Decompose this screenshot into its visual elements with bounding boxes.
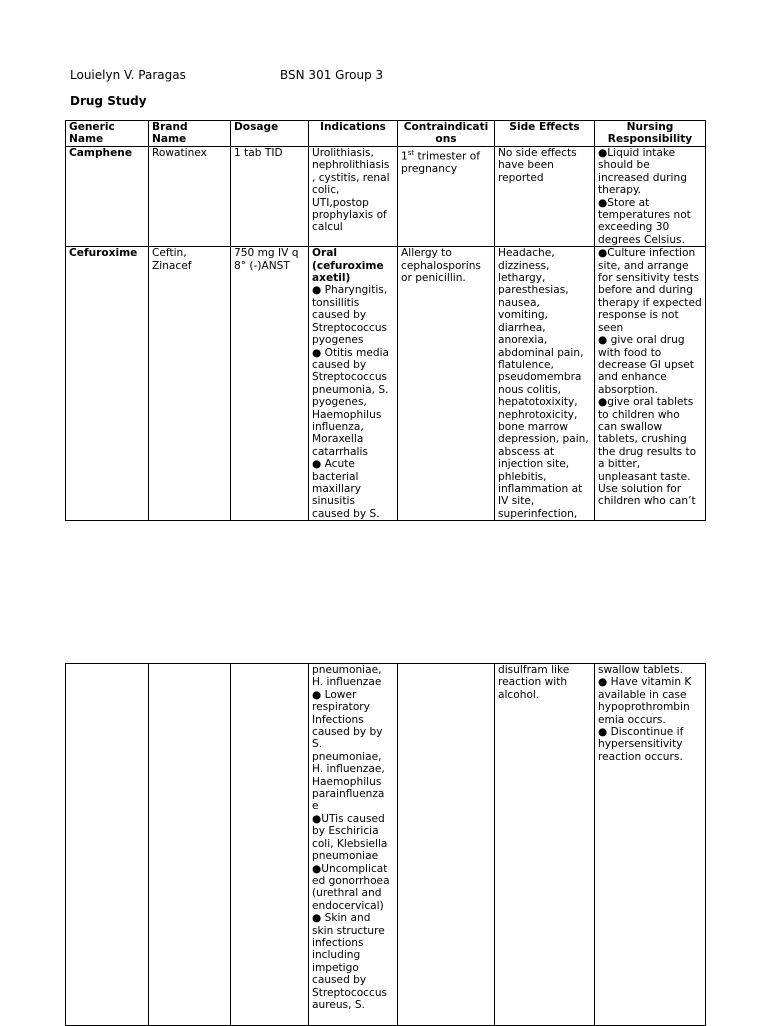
cell-nursing xyxy=(595,664,706,1026)
cell-contraindications: 1st trimester of pregnancy xyxy=(398,147,495,247)
drug-study-table-continued xyxy=(65,663,706,1026)
cell-side-effects: disulfram like reaction with alcohol. xyxy=(495,664,595,1026)
text-line: ●Liquid intake should be increased during therapy. xyxy=(598,147,687,197)
text-line: Side Effects xyxy=(509,121,580,133)
text-line: ● Discontinue if hypersensitivity reaction occurs. xyxy=(598,726,684,763)
text-line: Brand xyxy=(152,121,188,133)
text-line: ●Uncomplicat ed gonorrhoea (urethral and endocervical) xyxy=(312,862,390,912)
text-line: Dosage xyxy=(234,121,279,133)
cell-dosage: 1 tab TID xyxy=(231,147,309,247)
text-line: ●Culture infection site, and arrange for sensitivity tests before and during therapy if expected response is not seen xyxy=(598,247,702,334)
cell-generic xyxy=(66,664,149,1026)
cell-nursing xyxy=(595,247,706,521)
text-line: Generic xyxy=(69,121,115,133)
cell-side-effects: Headache, dizziness, lethargy, paresthesias, nausea, vomiting, diarrhea, anorexia, abdominal pain, flatulence, pseudomembra nous colitis, hepatotoxixity, nephrotoxicity, bone marrow depression, pain, abscess at injection site, phlebitis, inflammation at IV site, superinfection, xyxy=(495,247,595,521)
table-header-row xyxy=(66,121,706,147)
cell-brand: Rowatinex xyxy=(149,147,231,247)
text-line: Indications xyxy=(320,121,386,133)
cell-dosage xyxy=(231,664,309,1026)
author-name: Louielyn V. Paragas xyxy=(70,68,186,82)
cell-generic: Cefuroxime xyxy=(66,247,149,521)
text-line: ●UTis caused by Eschiricia coli, Klebsiella pneumoniae xyxy=(312,812,388,863)
text-line: ●Store at temperatures not exceeding 30 degrees Celsius. xyxy=(598,196,691,246)
drug-study-table xyxy=(65,120,706,521)
text-line: ● Pharyngitis, tonsillitis caused by Streptococcus pyogenes xyxy=(312,284,388,347)
text-line: ● Lower respiratory Infections caused by by S. pneumoniae, H. influenzae, Haemophilus parainfluenza e xyxy=(312,688,385,813)
cell-indications xyxy=(309,664,398,1026)
text-line: ● Skin and skin structure infections including impetigo caused by Streptococcus aureus, S. xyxy=(312,912,388,1011)
text-line: ons xyxy=(435,133,457,146)
text-line: Nursing xyxy=(626,121,674,133)
cell-brand: Ceftin, Zinacef xyxy=(149,247,231,521)
text-line: Name xyxy=(69,133,104,146)
text-line: swallow tablets. xyxy=(598,664,683,676)
header-indications xyxy=(309,121,398,147)
header-side-effects xyxy=(495,121,595,147)
cell-generic: Camphene xyxy=(66,147,149,247)
cell-brand xyxy=(149,664,231,1026)
cell-contraindications xyxy=(398,664,495,1026)
text-line: pneumoniae, H. influenzae xyxy=(312,664,382,689)
table-row xyxy=(66,664,706,1026)
cell-contraindications: Allergy to cephalosporins or penicillin. xyxy=(398,247,495,521)
text-line: Responsibility xyxy=(607,133,693,146)
cell-indications xyxy=(309,247,398,521)
header-contraindications xyxy=(398,121,495,147)
header-generic-name xyxy=(66,121,149,147)
text-line: ● Have vitamin K available in case hypoprothrombin emia occurs. xyxy=(598,676,692,726)
cell-side-effects: No side effects have been reported xyxy=(495,147,595,247)
text-line: ● Otitis media caused by Streptococcus pneumonia, S. pyogenes, Haemophilus influenza, Moraxella catarrhalis xyxy=(312,346,390,458)
cell-dosage: 750 mg IV q 8° (-)ANST xyxy=(231,247,309,521)
header-nursing-responsibility xyxy=(595,121,706,147)
text-line: ●give oral tablets to children who can swallow tablets, crushing the drug results to a bitter, unpleasant taste. Use solution for children who can’t xyxy=(598,396,697,508)
text-line: ● Acute bacterial maxillary sinusitis caused by S. xyxy=(312,458,380,520)
table-row xyxy=(66,247,706,521)
text-line: ● give oral drug with food to decrease GI upset and enhance absorption. xyxy=(598,334,694,396)
header-brand-name xyxy=(149,121,231,147)
table-row xyxy=(66,147,706,247)
cell-nursing xyxy=(595,147,706,247)
text-line: Name xyxy=(152,133,187,146)
indications-heading: Oral (cefuroxime axetil) xyxy=(312,247,384,285)
document-title: Drug Study xyxy=(70,94,147,108)
text-line: Contraindicati xyxy=(403,121,489,133)
ordinal-suffix: st xyxy=(407,149,415,157)
course-group: BSN 301 Group 3 xyxy=(280,68,384,82)
cell-indications: Urolithiasis, nephrolithiasis , cystitis, renal colic, UTI,postop prophylaxis of calcul xyxy=(309,147,398,247)
indications-text xyxy=(312,284,394,520)
header-dosage xyxy=(231,121,309,147)
